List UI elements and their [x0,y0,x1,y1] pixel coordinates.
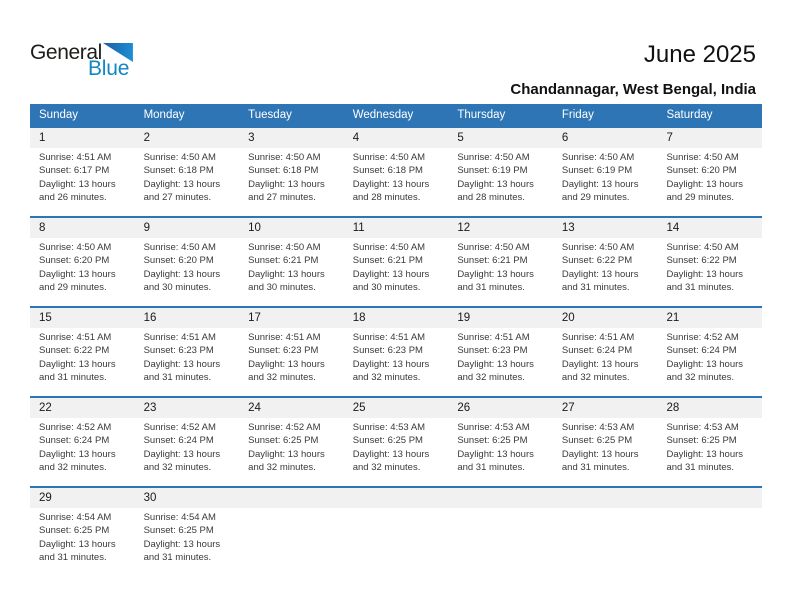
daylight-text: Daylight: 13 hours and 31 minutes. [39,358,116,384]
brand-logo [30,42,133,79]
sunrise-text: Sunrise: 4:51 AM [39,152,112,163]
sunrise-text: Sunrise: 4:50 AM [39,242,112,253]
empty-day-number [344,488,449,508]
day-number: 15 [39,312,52,324]
day-number: 1 [39,132,46,144]
empty-day-number [657,488,762,508]
day-number: 12 [457,222,471,234]
sunrise-text: Sunrise: 4:52 AM [143,422,216,433]
day-number: 26 [457,402,471,414]
day-details-row [30,238,762,306]
day-number: 13 [561,222,575,234]
sunrise-text: Sunrise: 4:50 AM [143,242,216,253]
sunrise-text: Sunrise: 4:52 AM [39,422,112,433]
daylight-text: Daylight: 13 hours and 31 minutes. [457,268,534,294]
day-cell [135,148,240,216]
day-cell [30,148,135,216]
daylight-text: Daylight: 13 hours and 31 minutes. [561,268,639,294]
sunset-text: Sunset: 6:24 PM [561,345,633,357]
day-cell [239,148,344,216]
day-number-row [30,218,762,238]
sunset-text: Sunset: 6:20 PM [666,165,737,177]
sunrise-text: Sunrise: 4:50 AM [666,242,739,253]
page-title: June 2025 [643,41,756,68]
sunrise-text: Sunrise: 4:50 AM [248,242,321,253]
daylight-text: Daylight: 13 hours and 32 minutes. [248,358,325,384]
day-cell [239,238,344,306]
day-cell [553,418,658,486]
day-number: 16 [143,312,157,324]
sunrise-text: Sunrise: 4:50 AM [248,152,321,163]
sunset-text: Sunset: 6:23 PM [352,345,423,357]
daylight-text: Daylight: 13 hours and 29 minutes. [561,178,639,204]
logo-text-general: General [30,41,102,64]
sunrise-text: Sunrise: 4:52 AM [666,332,739,343]
daylight-text: Daylight: 13 hours and 27 minutes. [143,178,221,204]
day-number: 30 [143,492,157,504]
sunset-text: Sunset: 6:20 PM [143,255,214,267]
weekday-header-tuesday: Tuesday [248,109,292,121]
sunset-text: Sunset: 6:21 PM [457,255,528,267]
sunset-text: Sunset: 6:22 PM [561,255,633,267]
week-row [30,126,762,216]
calendar-body [30,126,762,576]
day-number: 3 [248,132,255,144]
daylight-text: Daylight: 13 hours and 32 minutes. [561,358,639,384]
sunset-text: Sunset: 6:20 PM [39,255,110,267]
day-cell [30,508,135,576]
day-number: 10 [248,222,261,234]
day-number: 7 [666,132,673,144]
day-cell [448,148,553,216]
sunset-text: Sunset: 6:19 PM [561,165,633,177]
empty-day-cell [344,508,449,576]
day-details-row [30,418,762,486]
sunset-text: Sunset: 6:18 PM [143,165,214,177]
weekday-header-thursday: Thursday [457,109,506,121]
day-cell [239,418,344,486]
daylight-text: Daylight: 13 hours and 31 minutes. [143,358,221,384]
day-cell [30,418,135,486]
day-number: 14 [666,222,680,234]
day-number: 20 [561,312,575,324]
daylight-text: Daylight: 13 hours and 26 minutes. [39,178,116,204]
sunset-text: Sunset: 6:22 PM [39,345,110,357]
daylight-text: Daylight: 13 hours and 32 minutes. [352,358,430,384]
weekday-header-saturday: Saturday [666,109,713,121]
day-cell [448,328,553,396]
day-cell [30,328,135,396]
day-number: 25 [352,402,366,414]
day-cell [657,328,762,396]
sunset-text: Sunset: 6:21 PM [248,255,319,267]
sunrise-text: Sunrise: 4:51 AM [561,332,635,343]
day-number: 27 [561,402,575,414]
weekday-header-monday: Monday [143,109,185,121]
daylight-text: Daylight: 13 hours and 27 minutes. [248,178,325,204]
day-number: 21 [666,312,680,324]
day-cell [135,328,240,396]
day-cell [553,328,658,396]
day-details-row [30,508,762,576]
sunset-text: Sunset: 6:25 PM [39,525,110,537]
sunset-text: Sunset: 6:21 PM [352,255,423,267]
sunset-text: Sunset: 6:19 PM [457,165,528,177]
daylight-text: Daylight: 13 hours and 30 minutes. [248,268,325,294]
sunrise-text: Sunrise: 4:51 AM [457,332,530,343]
sunset-text: Sunset: 6:18 PM [248,165,319,177]
day-number-row [30,128,762,148]
sunset-text: Sunset: 6:25 PM [143,525,214,537]
day-number: 2 [143,132,150,144]
day-cell [448,418,553,486]
sunrise-text: Sunrise: 4:53 AM [352,422,426,433]
daylight-text: Daylight: 13 hours and 28 minutes. [352,178,430,204]
sunset-text: Sunset: 6:23 PM [143,345,214,357]
day-cell [30,238,135,306]
page-subtitle: Chandannagar, West Bengal, India [510,81,756,98]
logo-text-blue: Blue [88,57,130,80]
weekday-header-friday: Friday [561,109,594,121]
week-row [30,216,762,306]
week-row [30,396,762,486]
day-cell [135,418,240,486]
day-cell [448,238,553,306]
sunrise-text: Sunrise: 4:51 AM [39,332,112,343]
daylight-text: Daylight: 13 hours and 31 minutes. [666,268,744,294]
day-number: 4 [352,132,360,144]
sunset-text: Sunset: 6:24 PM [143,435,214,447]
day-number-row [30,488,762,508]
day-cell [657,148,762,216]
sunrise-text: Sunrise: 4:50 AM [561,242,635,253]
daylight-text: Daylight: 13 hours and 32 minutes. [457,358,534,384]
day-number: 23 [143,402,157,414]
sunset-text: Sunset: 6:25 PM [561,435,633,447]
day-cell [657,238,762,306]
daylight-text: Daylight: 13 hours and 29 minutes. [39,268,116,294]
day-cell [553,238,658,306]
sunset-text: Sunset: 6:25 PM [248,435,319,447]
day-cell [344,148,449,216]
day-number: 11 [352,222,365,234]
sunrise-text: Sunrise: 4:51 AM [352,332,426,343]
day-cell [553,148,658,216]
day-number: 9 [143,222,150,234]
week-row [30,306,762,396]
empty-day-cell [657,508,762,576]
empty-day-cell [239,508,344,576]
sunset-text: Sunset: 6:22 PM [666,255,737,267]
day-number: 24 [248,402,261,414]
day-number: 8 [39,222,46,234]
sunrise-text: Sunrise: 4:54 AM [39,512,112,523]
sunrise-text: Sunrise: 4:51 AM [143,332,216,343]
daylight-text: Daylight: 13 hours and 31 minutes. [561,448,639,474]
daylight-text: Daylight: 13 hours and 32 minutes. [143,448,221,474]
sunrise-text: Sunrise: 4:54 AM [143,512,216,523]
sunrise-text: Sunrise: 4:50 AM [561,152,635,163]
sunrise-text: Sunrise: 4:50 AM [352,152,426,163]
day-cell [657,418,762,486]
day-cell [344,238,449,306]
day-cell [344,418,449,486]
sunset-text: Sunset: 6:23 PM [248,345,319,357]
day-number: 28 [666,402,680,414]
sunset-text: Sunset: 6:18 PM [352,165,423,177]
day-number-row [30,398,762,418]
daylight-text: Daylight: 13 hours and 31 minutes. [143,538,221,564]
weekday-header-sunday: Sunday [39,109,79,121]
sunrise-text: Sunrise: 4:50 AM [352,242,426,253]
daylight-text: Daylight: 13 hours and 31 minutes. [39,538,116,564]
daylight-text: Daylight: 13 hours and 30 minutes. [143,268,221,294]
sunset-text: Sunset: 6:25 PM [457,435,528,447]
daylight-text: Daylight: 13 hours and 32 minutes. [39,448,116,474]
week-row [30,486,762,576]
empty-day-number [239,488,344,508]
day-number: 29 [39,492,52,504]
day-details-row [30,148,762,216]
weekday-header-wednesday: Wednesday [352,109,414,121]
day-cell [239,328,344,396]
empty-day-number [448,488,553,508]
sunset-text: Sunset: 6:17 PM [39,165,110,177]
daylight-text: Daylight: 13 hours and 29 minutes. [666,178,744,204]
sunrise-text: Sunrise: 4:52 AM [248,422,321,433]
sunset-text: Sunset: 6:25 PM [666,435,737,447]
header-titles [510,42,756,98]
sunset-text: Sunset: 6:25 PM [352,435,423,447]
sunset-text: Sunset: 6:24 PM [39,435,110,447]
empty-day-cell [553,508,658,576]
sunset-text: Sunset: 6:23 PM [457,345,528,357]
sunrise-text: Sunrise: 4:53 AM [561,422,635,433]
day-number: 5 [457,132,464,144]
sunrise-text: Sunrise: 4:53 AM [666,422,739,433]
day-cell [135,238,240,306]
empty-day-cell [448,508,553,576]
sunrise-text: Sunrise: 4:50 AM [666,152,739,163]
sunrise-text: Sunrise: 4:51 AM [248,332,321,343]
sunrise-text: Sunrise: 4:50 AM [457,242,530,253]
day-number: 6 [561,132,569,144]
day-number-row [30,308,762,328]
weekday-row [30,104,762,126]
daylight-text: Daylight: 13 hours and 28 minutes. [457,178,534,204]
day-details-row [30,328,762,396]
day-number: 18 [352,312,366,324]
day-cell [135,508,240,576]
daylight-text: Daylight: 13 hours and 31 minutes. [457,448,534,474]
sunset-text: Sunset: 6:24 PM [666,345,737,357]
sunrise-text: Sunrise: 4:50 AM [457,152,530,163]
day-cell [344,328,449,396]
day-number: 17 [248,312,261,324]
daylight-text: Daylight: 13 hours and 32 minutes. [352,448,430,474]
day-number: 22 [39,402,52,414]
sunrise-text: Sunrise: 4:50 AM [143,152,216,163]
daylight-text: Daylight: 13 hours and 31 minutes. [666,448,744,474]
daylight-text: Daylight: 13 hours and 32 minutes. [666,358,744,384]
sunrise-text: Sunrise: 4:53 AM [457,422,530,433]
day-number: 19 [457,312,471,324]
empty-day-number [553,488,658,508]
daylight-text: Daylight: 13 hours and 32 minutes. [248,448,325,474]
daylight-text: Daylight: 13 hours and 30 minutes. [352,268,430,294]
calendar-table [30,104,762,576]
